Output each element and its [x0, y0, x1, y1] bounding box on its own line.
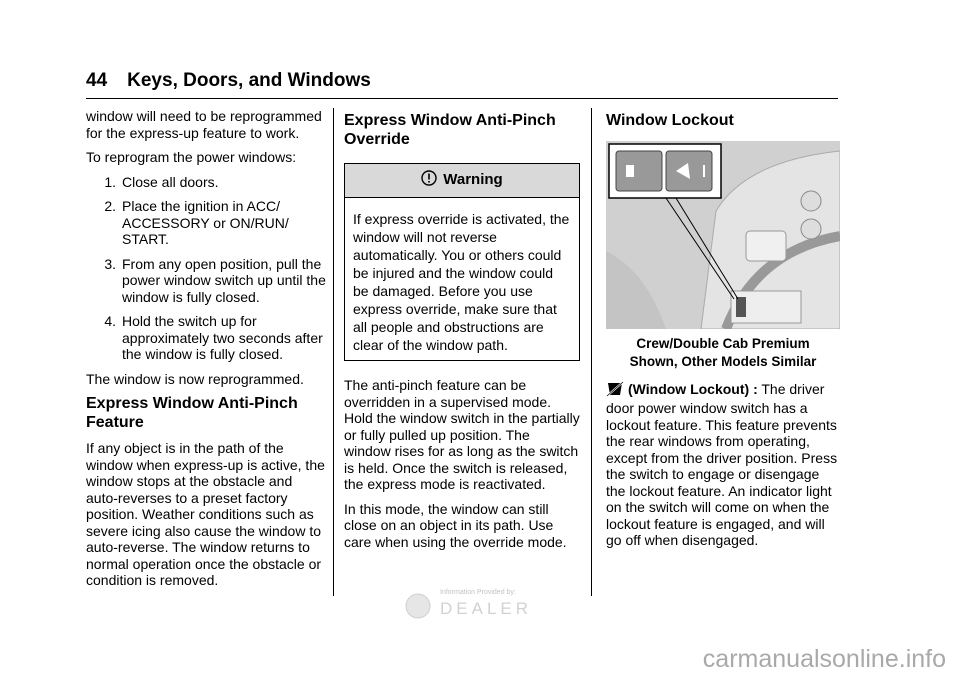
- section-heading: Express Window Anti-Pinch Override: [344, 112, 556, 148]
- paragraph: If any object is in the path of the window when express-up is active, the window stops at the obstacle and auto-reverses to a preset factory position. Weather conditions such as severe icing also cause the window to auto-reverse. The window returns to normal operation once the obstacle or condition is removed.: [86, 440, 325, 588]
- paragraph: window will need to be reprogrammed for the express-up feature to work.: [86, 108, 322, 141]
- steps-list: [86, 174, 326, 363]
- column-divider: [333, 108, 334, 596]
- list-item: 1. Close all doors.: [104, 173, 219, 190]
- paragraph: In this mode, the window can still close on an object in its path. Use care when using the override mode.: [344, 500, 567, 550]
- paragraph: (Window Lockout) : The driver door power window switch has a lockout feature. This feature prevents the rear windows from operating, except from the driver position. Press the switch to engage or disengage the lockout feature. An indicator light on the switch will come on when the lockout feature is engaged, and will go off when disengaged.: [606, 380, 838, 548]
- window-lockout-icon: [606, 381, 624, 401]
- figure-caption: Crew/Double Cab Premium Shown, Other Models Similar: [629, 335, 817, 369]
- paragraph: The anti-pinch feature can be overridden in a supervised mode. Hold the window switch in the partially or fully pulled up position. The window rises for as long as the switch is held. Once the switch is released, the express mode is reactivated.: [344, 377, 580, 492]
- section-heading: Window Lockout: [606, 112, 734, 129]
- warning-title: Warning: [443, 171, 503, 189]
- watermark-brand: DEALER: [440, 599, 533, 618]
- page-header: [86, 70, 838, 92]
- column-2: [344, 108, 580, 558]
- watermark-small-text: Information Provided by:: [440, 589, 516, 596]
- page-number: 44: [86, 70, 108, 91]
- door-switch-illustration: [606, 141, 840, 329]
- column-divider: [591, 108, 592, 596]
- list-item: 3. From any open position, pull the power window switch up until the window is fully closed.: [104, 255, 326, 305]
- header-rule: [86, 98, 838, 99]
- site-watermark: carmanualsonline.info: [702, 645, 946, 673]
- warning-circle-icon: [421, 170, 437, 191]
- column-1: [86, 108, 326, 597]
- paragraph: To reprogram the power windows:: [86, 149, 297, 165]
- warning-text: If express override is activated, the window will not reverse automatically. You or others could be injured and the window could be damaged. Before you use express override, make sure that all people and obstructions are clear of the window path.: [353, 211, 570, 353]
- warning-box: [344, 163, 580, 361]
- section-heading: Express Window Anti-Pinch Feature: [86, 395, 298, 431]
- paragraph: The window is now reprogrammed.: [86, 370, 304, 387]
- section-title: Keys, Doors, and Windows: [127, 70, 371, 91]
- dealer-watermark: [404, 584, 546, 622]
- list-item: 2. Place the ignition in ACC/ ACCESSORY or ON/RUN/ START.: [104, 198, 289, 247]
- column-3: [606, 108, 840, 557]
- term-label: (Window Lockout) :: [628, 380, 758, 397]
- list-item: 4. Hold the switch up for approximately two seconds after the window is fully closed.: [104, 313, 323, 362]
